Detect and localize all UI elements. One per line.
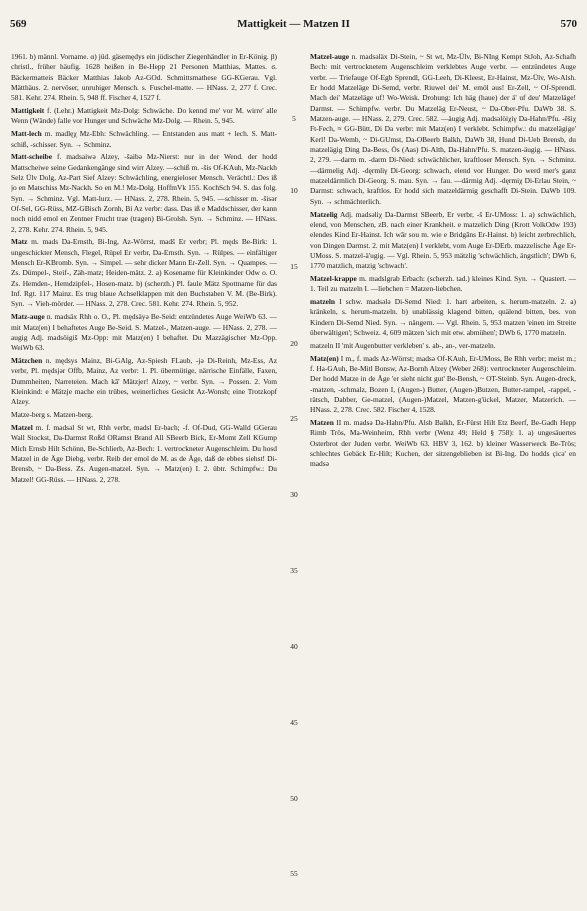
entry: [11, 312, 277, 353]
left-page-number: 569: [10, 18, 27, 30]
line-number: 55: [290, 869, 298, 878]
entry-lemma: Matz(en): [310, 353, 339, 363]
entry: [310, 418, 576, 470]
entry-text: m. f. madsəl St wt, Rhh verbr, madsl Er-bach; -f. Of-Dud, GG-Walld GGerau Wall Stockst, Da-Darmst Roßd ORamst Brand All SBeerb Bick, Er-Momt Zell KGump Mich Ernsb Hilt Schönn, Be-Schlierb, Az-Bech: 1. vertrockneter Augenschleim. Du hosd Matzel in de Äge Diebg, verbr. Reib der emol de M. as de Äge, daß de ebbes siehst! Di-Brensb, ~ Da-Bess. Zs. Augen-matzel. Syn. → Matz(en) I. 2. übtr. Schimpfw.: Du Matzel! GG-Rüss. — HNass. 2, 278.: [11, 422, 277, 484]
entry-text: I m., f. mads Az-Wörrst; madsə Of-KAuh, Er-UMoss, Be Rhh verbr; meist m.; f. Ha-GAuh, Be-Mitl Bonsw, Az-Bornh Alzey (Weber 268): vertrockneter Augenschleim. Der hodd Matze in de Äge 'er sieht nicht gut' Be-Bensh, ~ OT-Steinb. Syn. Augen-dreck, -matzen, -schmalz, Bozen I, (Augen-) Butter, (Augen-)Butzen, Butter-rampel, -rappel, -rätsch, Dabber, Ge-matzel, (Augen-)Matzel, Matzen-g'ückel, Matzer, Matzerich. — HNass. 2, 278. Crec. 582. Fischer 4, 1528.: [310, 353, 576, 415]
running-title: Mattigkeit — Matzen II: [237, 18, 350, 30]
page-header: [10, 18, 577, 34]
entry: [11, 106, 277, 127]
left-column: [11, 52, 277, 897]
entry-lemma: Mätzchen: [11, 355, 43, 365]
entry-lemma: Matz-auge: [11, 312, 45, 322]
entry: [11, 410, 277, 420]
line-number: 20: [290, 339, 298, 348]
entry: [310, 210, 576, 272]
entry-text: m. madlęχ Mz-Ebh: Schwächling. — Entstanden aus matt + lech. S. Matt-schiß, -schisser. Syn. → Schminz.: [11, 129, 277, 149]
entry-text: n. mędsys Mainz, Bi-GAlg, Az-Spiesh FLaub, -jə Di-Reinh, Mz-Ess, Az verbr, Pl. mędsjər Offb, Mainz, Az verbr: 1. Pl. übermütige, närrische Einfälle, Faxen, Dummheiten, Narreteien. Mach kā' Mätzjer! Alzey, ~ verbr. Syn. → Possen. 2. Vom Kleinkind: e Mätzje mache ein trübes, weinerliches Gesicht Az-Wonsh; eine Trotzkopf Alzey.: [11, 355, 277, 407]
entry: [11, 52, 277, 104]
entry-text: m. mads Da-Ernsth, Bi-Ing, Az-Wörrst, madš Er verbr; Pl. męds Be-Birk: 1. ungeschickter Mensch, Flegel, Rüpel Er verbr, Da-Ernsth. Syn. → Rülpes. — einfältiger Mensch Er-KBromb. Syn. → Simpel. — sehr dicker Mann Er-Zell. Syn. → Quampes. — Zs. Dümpel-, Steif-, Zäh-matz; Heiden-mätz. 2. a) Kosename für Kleinkinder Odw o. O. Zs. Hemden-, Hemdzipfel-, Hosen-matz. b) (scherzh.) Pl. faule Mätz Spottname für das Inf. Rgt. 117 Mainz. Es trug blaue Achselklappen mit den Buchstaben V. M. (Be-Birk). Syn. → Vieh-mörder. — HNass. 2, 278. Crec. 581. Kehr. 274. Rhein. 5, 952.: [11, 237, 277, 309]
line-number: 30: [290, 490, 298, 499]
right-page-number: 570: [560, 18, 577, 30]
entry: [310, 354, 576, 416]
entry-lemma: Matzel: [11, 422, 33, 432]
entry-text: matzeln II 'mit Augenbutter verkleben' s. ab-, an-, ver-matzeln.: [310, 340, 496, 350]
entry-lemma: Matzen: [310, 418, 334, 428]
entry-lemma: Matzel-auge: [310, 52, 349, 61]
entry: [11, 129, 277, 150]
entry-lemma: Mattigkeit: [11, 106, 45, 116]
line-number: 45: [290, 718, 298, 727]
entry-lemma: Matzelig: [310, 209, 338, 219]
entry-lemma: Matzel-krappe: [310, 274, 357, 283]
entry-text: I schw. madsələ Di-Semd Nied: 1. hart arbeiten, s. herum-matzeln. 2. a) kränkeln, s. herum-matzeln. b) unablässig klagend bitten, quälend bitten, bes. von Kindern Di-Semd Nied. Syn. → nängern. — Vgl. Rhein. 5, 953 matzen 'einen im Streite überwältigen'; Schweiz. 4, 609 mätzen 'sich mit etw. abmühen'; DWb 6, 1770 matzeln.: [310, 297, 576, 338]
line-number: 40: [290, 642, 298, 651]
entry: [310, 274, 576, 295]
entry: [310, 341, 576, 351]
entry: [310, 297, 576, 338]
entry: [11, 152, 277, 235]
line-number: 35: [290, 566, 298, 575]
line-number: 10: [290, 186, 298, 195]
entry-lemma: Matz: [11, 237, 28, 247]
entry-text: Matze-berg s. Matzen-berg.: [11, 410, 93, 420]
entry-text: Adj. madsəliχ Da-Darmst SBeerb, Er verbr, -š Er-UMoss: 1. a) schwächlich, elend, von Menschen, zB. nach einer Krankheit. e matzelich Ding (Krott VolkOdw 193) elendes Kind Er-Hainst. Ich wār sou m. wie e Bridgāns Er-Hainst. b) leicht zerbrechlich, von Dingen Darmst. 2. mit Matz(en) I verklebt, vom Auge Er-DErb. mazzelische Äge Er-UMoss. S. matzel-ä'ugig. — Vgl. Rhein. 5, 953 mätzlig 'schwächlich, ängstlich'; DWb 6, 1770 matzlich, matzig 'schwach'.: [310, 209, 576, 271]
entry-text: II m. madsə Da-Hahn/Pfu. Alsb Balkh, Er-Fürst Hilt Etz Beerf, Be-Gadh Hepp Rimb Trös, Ma-Weinheim, Rhh verbr (Wenz 49; Held § 758): 1. a) ungesäuertes Osterbrot der Juden verbr. WeiWb 63. HBV 3, 162. b) kleiner Wasserweck Be-Trös; schlechtes Gebäck Er-Hilt; Kuchen, der sitzengeblieben ist Bi-Ing. Do hodds çicə' en madsə: [310, 418, 576, 469]
entry-lemma: Matt-lech: [11, 129, 42, 139]
right-column: [310, 52, 576, 897]
entry: [11, 423, 277, 485]
entry-text: f. madsaiwə Alzey, -šaibə Mz-Nierst: nur in der Wend. der hodd Mattscheiwe seine Gedankengänge sind wirr Alzey. —schiß m. -šis Of-KAuh, Mz-Nackh Selz Ülv Dolg, Az-Part Sief Alzey: Schwächling, energieloser Mensch. Verächtl.: Des iß jo en Matschiss Mz-Nackh. So en M.! Mz-Dolg. HoffmVk 155. KochSch 94. S. das folg. Syn. → Schminz. Vgl. Matt-lurz. — HNass. 2, 278. Rhein. 5, 945. —schisser m. -šisər Of-Sel, GG-Rüss, MZ-GBisch Zornh, Bi Az verbr: dass. Das iß e Maddschisser, der kann noch nidd emol en Zentner Frucht trae (tragen) Bi-Grolsh. Syn. → Schminz. — HNass. 2, 278. Kehr. 274. Rhein. 5, 945.: [11, 152, 277, 234]
line-number: 25: [290, 414, 298, 423]
entry-text: m. madslgrab Erbach: (scherzh. tad.) kleines Kind. Syn. → Quastert. — 1. Teil zu matzeln I. —liebchen = Matzen-liebchen.: [310, 274, 576, 294]
line-number: 15: [290, 262, 298, 271]
entry-lemma: Matt-scheibe: [11, 152, 53, 162]
entry: [11, 237, 277, 309]
line-number: 50: [290, 794, 298, 803]
entry-text: n. madsəläx Di-Stein, ~ St wt, Mz-Ülv, Bi-NIng Kempt StJoh, Az-Schafh Bech: mit vertrocknetem Augenschleim verklebtes Auge verbr. — entzündetes Auge verbr. — Triefauge Of-Egb Sprendl, GG-Leeh, Di-Kleest, Er-Hainst, Mz-Ülv, Wo-Alsh. Er hodd Matzeläge Di-Semd, verbr. Riuwel dei' M. emöl aus! Er-Zell, ~ Of-Sprendl. Mach dei' Matzeläge uf! Wo-Weisk. Drohung: Ich häg (haue) der ä' uf deu' Matzeläge! Darmst. — Schimpfw. verbr. Du Matzeläg Er-Neust, ~ Da-Ober-Pfu. DaWb 38. S. Matzen-auge. — HNass. 2, 279. Crec. 582. —äugig Adj. madsəlöiχiγ Da-Hahn/Pfu. -ēšiχ Ft-Fech, ≈ GG-Bütt, Di Da verbr: mit Matz(en) I verklebt. Schimpfw.: du matzelägige' Kerl! Da-Wemb, ~ Di-GUmst, Da-OBeerb Balkh, DaWb 38, Hund Di-Ueb Brensb, du matzelägig Ding Da-Bess, Ös (Aas) Di-Alth, Da-Hahn/Pfu. S. matzen-äugig. — HNass. 2, 279. —darm m. -darm Di-Nied: schwächlicher, kraftloser Mensch. Syn. → Schminz. —därmelig Adj. -dęrmliγ Di-Georg: schwach, elend vor Hunger. Do werd mer's ganz matzeldärmlich Di-Georg. S. mau. Syn. → fau. —därmig Adj. -dęrmiχ Di-Erlau Stein, ~ Darmst: schwach, kraftlos. Er hodd sich matzeldärmig geschafft Di-Stein. DaWb 109. Syn. → schmächterlich.: [310, 52, 576, 206]
entry-text: n. madsäx Rhh o. O., Pl. mędsäyə Be-Seid: entzündetes Auge WeiWb 63. — mit Matz(en) I behaftetes Auge Be-Seid. S. Matzel-, Matzen-auge. — HNass. 2, 278. —augig Adj. madsöigiš Mz-Opp: mit Matz(en) I behaftet. Du Mazzägischer Mz-Opp. WeiWb 63.: [11, 312, 277, 353]
entry: [11, 356, 277, 408]
entry: [310, 52, 576, 207]
entry-lemma: matzeln: [310, 297, 336, 307]
entry-text: f. (Lehr.) Mattigkeit Mz-Dolg: Schwäche. Do kennd me' vor M. wirre' alle Wenn (Wände) falle vor Hunger und Schwäche Mz-Dolg. — Rhein. 5, 945.: [11, 106, 277, 126]
line-number: 5: [292, 114, 296, 123]
entry-text: 1961. b) männl. Vorname. α) jüd. gäsemędys ein jüdischer Ziegenhändler in Er-König. β) christl., früher häufig. 1628 heißen in Be-Hepp 21 Personen Matthias, Mattes. ϭ. Bäckermatteis Bäcker Matthias Jakob Az-GOd. Schmittsmathese GG-KGerau. Vgl. Mätthäus. 2. nervöser, unruhiger Mensch. s. Fuschel-matte. — HNass. 2, 277 f. Crec. 581. Kehr. 274. Rhein. 5, 948 ff. Fischer 4, 1527 f.: [11, 52, 277, 103]
